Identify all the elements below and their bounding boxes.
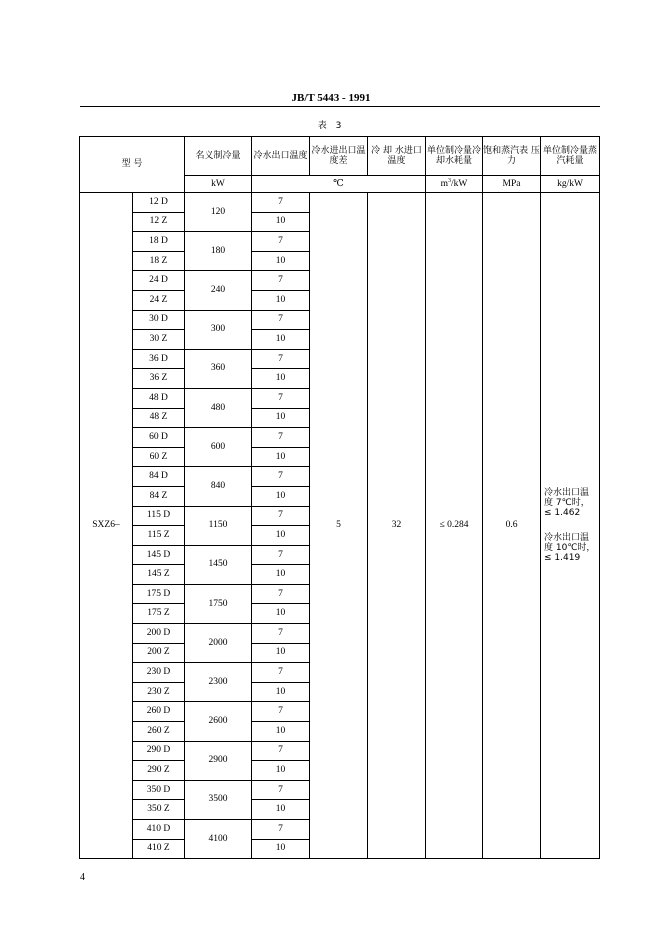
model-variant-d: 18 D bbox=[133, 232, 185, 252]
unit-cw-consumption: $m^3/kW$ bbox=[426, 176, 483, 193]
model-variant-d: 200 D bbox=[133, 624, 185, 644]
model-variant-d: 145 D bbox=[133, 545, 185, 565]
model-variant-d: 230 D bbox=[133, 663, 185, 683]
cw-consumption-cell: ≤ 0.284 bbox=[426, 193, 483, 859]
model-variant-z: 230 Z bbox=[133, 682, 185, 702]
model-variant-z: 260 Z bbox=[133, 722, 185, 742]
header-steam-pressure: 饱和蒸汽表 压 力 bbox=[483, 137, 541, 176]
capacity-cell: 1450 bbox=[185, 545, 252, 584]
model-variant-d: 350 D bbox=[133, 780, 185, 800]
spec-table bbox=[79, 136, 600, 859]
chw-out-cell: 10 bbox=[252, 251, 310, 271]
chw-out-cell: 10 bbox=[252, 330, 310, 350]
model-variant-d: 36 D bbox=[133, 349, 185, 369]
header-cw-consumption: 单位制冷量冷却水耗量 bbox=[426, 137, 483, 176]
model-variant-z: 12 Z bbox=[133, 212, 185, 232]
capacity-cell: 4100 bbox=[185, 820, 252, 859]
chw-out-cell: 7 bbox=[252, 780, 310, 800]
chw-out-cell: 10 bbox=[252, 643, 310, 663]
model-variant-z: 115 Z bbox=[133, 526, 185, 546]
model-variant-z: 410 Z bbox=[133, 839, 185, 859]
chw-out-cell: 7 bbox=[252, 820, 310, 840]
capacity-cell: 2600 bbox=[185, 702, 252, 741]
model-prefix: SXZ6– bbox=[80, 193, 133, 859]
capacity-cell: 2300 bbox=[185, 663, 252, 702]
chw-out-cell: 10 bbox=[252, 565, 310, 585]
capacity-cell: 840 bbox=[185, 467, 252, 506]
capacity-cell: 3500 bbox=[185, 780, 252, 819]
model-variant-z: 18 Z bbox=[133, 251, 185, 271]
chw-out-cell: 10 bbox=[252, 447, 310, 467]
model-variant-z: 36 Z bbox=[133, 369, 185, 389]
capacity-cell: 1150 bbox=[185, 506, 252, 545]
model-variant-d: 175 D bbox=[133, 584, 185, 604]
chw-out-cell: 7 bbox=[252, 467, 310, 487]
chw-out-cell: 7 bbox=[252, 741, 310, 761]
model-variant-d: 260 D bbox=[133, 702, 185, 722]
chw-out-cell: 10 bbox=[252, 290, 310, 310]
chw-out-cell: 10 bbox=[252, 800, 310, 820]
chw-out-cell: 10 bbox=[252, 526, 310, 546]
unit-steam: kg/kW bbox=[541, 176, 600, 193]
header-capacity: 名义制冷量 bbox=[185, 137, 252, 176]
chw-out-cell: 10 bbox=[252, 839, 310, 859]
chw-out-cell: 10 bbox=[252, 604, 310, 624]
header-cw-in: 冷 却 水进口温度 bbox=[368, 137, 426, 176]
model-variant-z: 145 Z bbox=[133, 565, 185, 585]
remark-line-7: 冷水出口温度 7℃时，≤ 1.462 bbox=[544, 487, 590, 519]
chw-out-cell: 7 bbox=[252, 428, 310, 448]
capacity-cell: 120 bbox=[185, 193, 252, 232]
capacity-cell: 300 bbox=[185, 310, 252, 349]
capacity-cell: 600 bbox=[185, 428, 252, 467]
chw-out-cell: 7 bbox=[252, 702, 310, 722]
chw-out-cell: 7 bbox=[252, 584, 310, 604]
capacity-cell: 2000 bbox=[185, 624, 252, 663]
capacity-cell: 1750 bbox=[185, 584, 252, 623]
model-variant-d: 12 D bbox=[133, 193, 185, 213]
capacity-cell: 360 bbox=[185, 349, 252, 388]
chw-out-cell: 7 bbox=[252, 349, 310, 369]
model-variant-z: 175 Z bbox=[133, 604, 185, 624]
chw-out-cell: 10 bbox=[252, 761, 310, 781]
chw-out-cell: 7 bbox=[252, 624, 310, 644]
chw-out-cell: 7 bbox=[252, 310, 310, 330]
chw-out-cell: 7 bbox=[252, 271, 310, 291]
model-variant-z: 60 Z bbox=[133, 447, 185, 467]
model-variant-z: 24 Z bbox=[133, 290, 185, 310]
model-variant-z: 200 Z bbox=[133, 643, 185, 663]
chw-out-cell: 7 bbox=[252, 506, 310, 526]
header-steam-consumption: 单位制冷量蒸汽耗量 bbox=[541, 137, 600, 176]
remark-line-10: 冷水出口温度 10℃时，≤ 1.419 bbox=[544, 532, 596, 564]
unit-capacity: kW bbox=[185, 176, 252, 193]
capacity-cell: 480 bbox=[185, 388, 252, 427]
chw-diff-cell: 5 bbox=[310, 193, 368, 859]
model-variant-z: 290 Z bbox=[133, 761, 185, 781]
chw-out-cell: 7 bbox=[252, 193, 310, 213]
model-variant-d: 60 D bbox=[133, 428, 185, 448]
chw-out-cell: 10 bbox=[252, 682, 310, 702]
capacity-cell: 2900 bbox=[185, 741, 252, 780]
chw-out-cell: 7 bbox=[252, 663, 310, 683]
document-header: JB/T 5443 - 1991 bbox=[291, 92, 371, 104]
steam-consumption-cell bbox=[541, 193, 600, 859]
cw-in-cell: 32 bbox=[368, 193, 426, 859]
model-variant-z: 350 Z bbox=[133, 800, 185, 820]
capacity-cell: 240 bbox=[185, 271, 252, 310]
capacity-cell: 180 bbox=[185, 232, 252, 271]
steam-pressure-cell: 0.6 bbox=[483, 193, 541, 859]
header-model: 型 号 bbox=[80, 137, 185, 193]
chw-out-cell: 10 bbox=[252, 408, 310, 428]
model-variant-z: 84 Z bbox=[133, 486, 185, 506]
chw-out-cell: 10 bbox=[252, 486, 310, 506]
unit-pressure: MPa bbox=[483, 176, 541, 193]
chw-out-cell: 7 bbox=[252, 232, 310, 252]
model-variant-d: 410 D bbox=[133, 820, 185, 840]
chw-out-cell: 7 bbox=[252, 388, 310, 408]
model-variant-z: 30 Z bbox=[133, 330, 185, 350]
chw-out-cell: 10 bbox=[252, 722, 310, 742]
table-body bbox=[80, 193, 600, 859]
table-title: 表 3 bbox=[317, 121, 345, 131]
chw-out-cell: 7 bbox=[252, 545, 310, 565]
page-number: 4 bbox=[80, 872, 85, 883]
model-variant-d: 84 D bbox=[133, 467, 185, 487]
model-variant-d: 48 D bbox=[133, 388, 185, 408]
model-variant-d: 30 D bbox=[133, 310, 185, 330]
chw-out-cell: 10 bbox=[252, 212, 310, 232]
header-rule bbox=[80, 106, 600, 107]
header-chw-diff: 冷水进出口温度差 bbox=[310, 137, 368, 176]
header-chw-out: 冷水出口温度 bbox=[252, 137, 310, 176]
model-variant-z: 48 Z bbox=[133, 408, 185, 428]
unit-temperature: ℃ bbox=[252, 176, 426, 193]
model-variant-d: 115 D bbox=[133, 506, 185, 526]
chw-out-cell: 10 bbox=[252, 369, 310, 389]
model-variant-d: 24 D bbox=[133, 271, 185, 291]
model-variant-d: 290 D bbox=[133, 741, 185, 761]
table-row bbox=[80, 193, 600, 213]
